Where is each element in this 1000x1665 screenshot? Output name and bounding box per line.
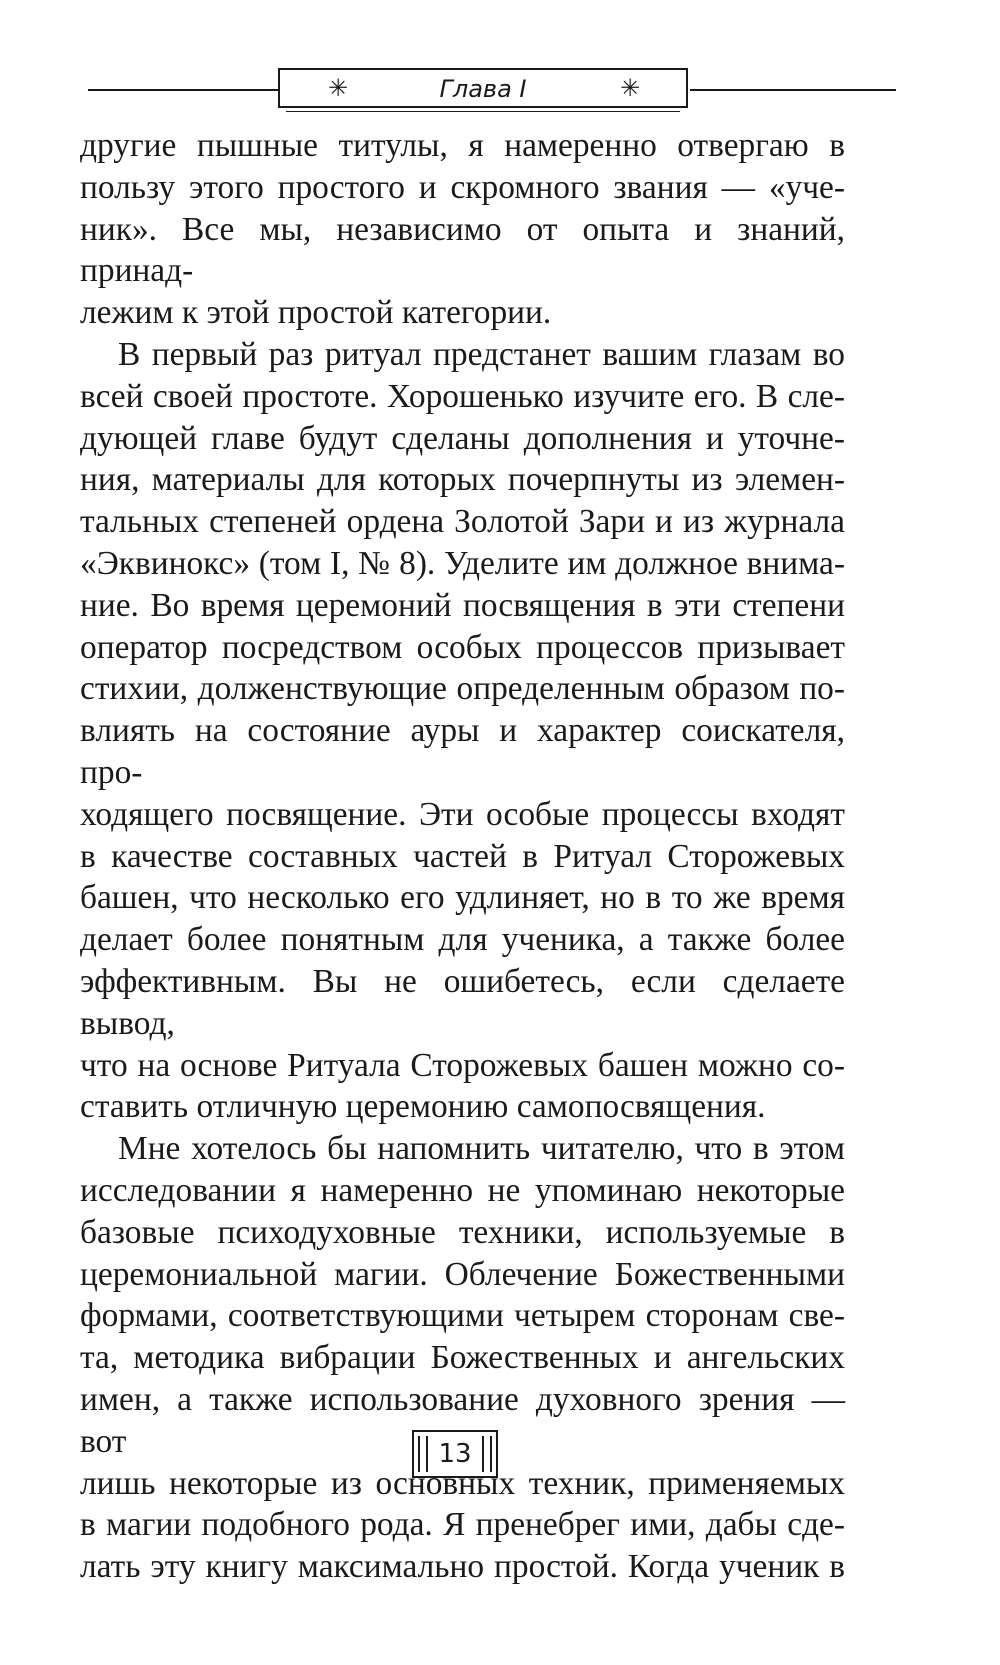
text-line: эффективным. Вы не ошибетесь, если сделаете вывод, [80, 962, 845, 1042]
asterisk-ornament-icon: ✳ [620, 74, 641, 102]
text-line: оператор посредством особых процессов призывает [80, 628, 845, 666]
text-line: влиять на состояние ауры и характер соискателя, про- [80, 712, 845, 791]
text-line: в качестве составных частей в Ритуал Сторожевых [80, 837, 845, 875]
header-rule-right [690, 89, 896, 91]
text-line: всей своей простоте. Хорошенько изучите его. В сле- [80, 377, 845, 415]
text-line: базовые психодуховные техники, используемые в [80, 1213, 845, 1251]
header-title-box [278, 68, 688, 108]
text-line: «Эквинокс» (том I, № 8). Уделите им должное внима- [80, 544, 845, 582]
text-line: ние. Во время церемоний посвящения в эти степени [80, 586, 845, 624]
text-line: имен, а также использование духовного зрения — вот [80, 1380, 845, 1460]
text-line: дующей главе будут сделаны дополнения и уточне- [80, 419, 845, 457]
text-line: Мне хотелось бы напомнить читателю, что в этом [118, 1130, 845, 1168]
running-header [88, 66, 896, 114]
asterisk-ornament-icon: ✳ [328, 74, 349, 102]
page-number-box [412, 1430, 498, 1478]
text-line: ходящего посвящение. Эти особые процессы входят [80, 795, 845, 833]
text-line: ставить отличную церемонию самопосвящения. [80, 1088, 766, 1126]
text-line: пользу этого простого и скромного звания — «уче- [80, 168, 845, 206]
text-line: ник». Все мы, независимо от опыта и знаний, принад- [80, 210, 845, 290]
text-line: церемониальной магии. Облечение Божественными [80, 1255, 845, 1293]
text-line: другие пышные титулы, я намеренно отвергаю в [80, 127, 845, 164]
page-number: 13 [438, 1439, 472, 1469]
text-line: что на основе Ритуала Сторожевых башен можно со- [80, 1046, 845, 1084]
text-line: ния, материалы для которых почерпнуты из элемен- [80, 461, 845, 499]
text-line: В первый раз ритуал предстанет вашим глазам во [118, 335, 845, 373]
header-rule-left [88, 89, 278, 91]
body-text [80, 125, 845, 1588]
text-line: в магии подобного рода. Я пренебрег ими, дабы сде- [80, 1506, 845, 1544]
text-line: башен, что несколько его удлиняет, но в то же время [80, 879, 845, 917]
text-line: лишь некоторые из основных техник, применяемых [80, 1464, 845, 1502]
text-line: стихии, долженствующие определенным образом по- [80, 670, 845, 708]
text-line: та, методика вибрации Божественных и ангельских [80, 1339, 845, 1377]
text-line: формами, соответствующими четырем сторонам све- [80, 1297, 845, 1335]
chapter-title: Глава I [439, 75, 527, 103]
text-line: тальных степеней ордена Золотой Зари и из журнала [80, 503, 845, 541]
text-line: лать эту книгу максимально простой. Когда ученик в [80, 1548, 845, 1586]
text-line: исследовании я намеренно не упоминаю некоторые [80, 1171, 845, 1209]
text-line: делает более понятным для ученика, а также более [80, 921, 845, 959]
text-line: лежим к этой простой категории. [80, 294, 552, 332]
page-number-ornament-right [482, 1436, 492, 1472]
